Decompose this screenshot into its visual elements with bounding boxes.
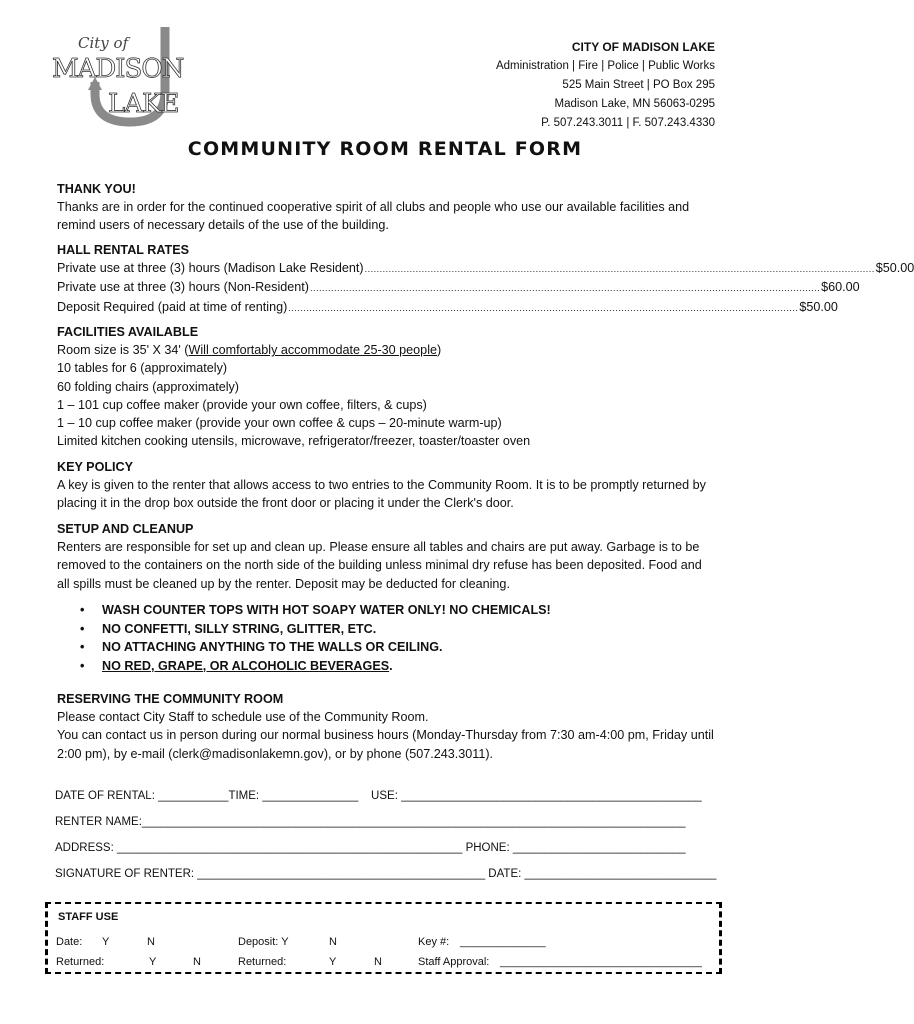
staff-returned-yes[interactable]: Y xyxy=(149,956,157,968)
renter-name-row xyxy=(55,816,687,828)
rate-label: Private use at three (3) hours (Non-Resident) xyxy=(57,280,309,295)
list-item xyxy=(80,620,700,639)
org-address-line2: Madison Lake, MN 56063-0295 xyxy=(554,98,715,110)
facilities-section xyxy=(57,323,717,450)
facilities-heading: FACILITIES AVAILABLE xyxy=(57,325,199,339)
reserving-section xyxy=(57,690,717,763)
rate-row xyxy=(57,278,860,297)
rules-list xyxy=(80,601,700,675)
city-logo xyxy=(50,22,200,127)
rate-amount: $50.00 xyxy=(799,299,838,314)
facility-item: 10 tables for 6 (approximately) xyxy=(57,361,228,376)
rate-label: Private use at three (3) hours (Madison Lake Resident) xyxy=(57,261,364,276)
staff-returned-label: Returned: xyxy=(56,956,105,968)
staff-returned-no[interactable]: N xyxy=(193,956,201,968)
bullet-icon: • xyxy=(80,603,85,617)
bullet-icon: • xyxy=(80,640,85,654)
org-name: CITY OF MADISON LAKE xyxy=(571,40,715,54)
setup-body: Renters are responsible for set up and clean up. Please ensure all tables and chairs are put away. Garbage is to be removed to the containers on the north side of the building unless minimal dry refuse has been deposited. Food and all spills must be cleaned up by the renter. Deposit may be deducted for cleaning. xyxy=(57,540,702,591)
rate-row xyxy=(57,259,914,278)
logo-line1: City of xyxy=(78,34,129,52)
logo-line2: MADISON xyxy=(52,54,184,84)
staff-deposit-returned-label: Returned: xyxy=(238,956,287,968)
staff-key-field[interactable]: ______________ xyxy=(460,936,546,948)
setup-section xyxy=(57,520,717,593)
renter-name-field[interactable]: _____________________________________________________________________________________ xyxy=(141,816,686,828)
rate-amount: $50.00 xyxy=(875,261,914,276)
org-phone-fax: P. 507.243.3011 | F. 507.243.4330 xyxy=(541,117,715,129)
rate-leader: .......................................................................................................................................................................... xyxy=(288,302,799,313)
room-size-end: ) xyxy=(437,343,442,358)
org-contact-block xyxy=(496,38,715,133)
key-policy-body: A key is given to the renter that allows access to two entries to the Community Room. It is to be promptly returned by placing it in the drop box outside the front door or placing it under the Clerk's door. xyxy=(57,478,706,511)
org-departments: Administration | Fire | Police | Public Works xyxy=(495,60,715,72)
bullet-icon: • xyxy=(80,658,85,673)
bullet-icon: • xyxy=(80,621,85,636)
signature-row xyxy=(55,868,717,880)
signature-field[interactable]: _____________________________________________ xyxy=(197,868,486,880)
reserving-line1: Please contact City Staff to schedule use of the Community Room. xyxy=(57,710,429,725)
form-title: COMMUNITY ROOM RENTAL FORM xyxy=(187,138,583,160)
time-field[interactable]: _______________ xyxy=(262,790,359,802)
thank-you-body: Thanks are in order for the continued cooperative spirit of all clubs and people who use our available facilities and remind users of necessary details of the use of the building. xyxy=(57,200,690,233)
setup-heading: SETUP AND CLEANUP xyxy=(57,522,194,536)
date-label: DATE OF RENTAL: xyxy=(55,790,155,802)
staff-date-label: Date: xyxy=(56,936,83,948)
staff-deposit-returned-yes[interactable]: Y xyxy=(329,956,337,968)
rate-row xyxy=(57,298,838,317)
key-policy-section xyxy=(57,458,717,513)
rates-section xyxy=(57,241,914,317)
staff-use-title: STAFF USE xyxy=(58,911,119,923)
rate-leader: .......................................................................................................................................................................... xyxy=(310,283,821,294)
use-field[interactable]: _______________________________________________ xyxy=(401,790,702,802)
facility-item: 1 – 101 cup coffee maker (provide your own coffee, filters, & cups) xyxy=(57,397,427,412)
rule-text: NO CONFETTI, SILLY STRING, GLITTER, ETC. xyxy=(102,621,377,636)
staff-deposit-no[interactable]: N xyxy=(329,936,337,948)
list-item xyxy=(80,638,700,657)
signature-date-field[interactable]: ______________________________ xyxy=(524,868,717,880)
date-field[interactable]: ___________ xyxy=(158,790,229,802)
phone-label: PHONE: xyxy=(465,842,510,854)
time-label: TIME: xyxy=(228,790,260,802)
rule-text: WASH COUNTER TOPS WITH HOT SOAPY WATER ONLY! NO CHEMICALS! xyxy=(102,603,551,617)
facility-item: 1 – 10 cup coffee maker (provide your own coffee & cups – 20-minute warm-up) xyxy=(57,416,502,431)
address-label: ADDRESS: xyxy=(55,842,114,854)
address-field[interactable]: ______________________________________________________ xyxy=(117,842,463,854)
room-capacity-text: Will comfortably accommodate 25-30 people xyxy=(188,343,437,358)
staff-deposit-label[interactable]: Deposit: Y xyxy=(238,936,289,948)
phone-field[interactable]: ___________________________ xyxy=(512,842,686,854)
list-item xyxy=(80,657,700,676)
rule-text: NO ATTACHING ANYTHING TO THE WALLS OR CEILING. xyxy=(102,640,443,654)
signature-label: SIGNATURE OF RENTER: xyxy=(55,868,195,880)
use-label: USE: xyxy=(371,790,398,802)
renter-name-label: RENTER NAME: xyxy=(55,816,142,828)
rate-leader: .......................................................................................................................................................................... xyxy=(364,264,875,275)
rate-amount: $60.00 xyxy=(821,280,860,295)
staff-approval-label: Staff Approval: xyxy=(418,956,490,968)
rate-label: Deposit Required (paid at time of renting) xyxy=(57,299,288,314)
list-item xyxy=(80,601,700,620)
staff-deposit-returned-no[interactable]: N xyxy=(374,956,382,968)
facility-item: 60 folding chairs (approximately) xyxy=(57,379,239,394)
reserving-heading: RESERVING THE COMMUNITY ROOM xyxy=(57,692,284,706)
logo-line3: LAKE xyxy=(108,89,179,119)
address-row xyxy=(55,842,687,854)
key-policy-heading: KEY POLICY xyxy=(57,460,134,474)
reserving-line2: You can contact us in person during our normal business hours (Monday-Thursday from 7:30 am-4:00 pm, Friday until 2:00 pm), by e-mail (clerk@madisonlakemn.gov), or by phone (507.243.3011). xyxy=(57,728,714,761)
rule-text: NO RED, GRAPE, OR ALCOHOLIC BEVERAGES xyxy=(102,658,390,673)
staff-approval-field[interactable]: _________________________________ xyxy=(500,956,702,968)
rates-heading: HALL RENTAL RATES xyxy=(57,243,189,257)
facility-item: Limited kitchen cooking utensils, microwave, refrigerator/freezer, toaster/toaster oven xyxy=(57,434,531,449)
staff-date-no[interactable]: N xyxy=(147,936,155,948)
room-size-text: Room size is 35' X 34' ( xyxy=(57,343,189,358)
rental-date-row xyxy=(55,790,702,802)
org-address-line1: 525 Main Street | PO Box 295 xyxy=(562,79,715,91)
staff-key-label: Key #: xyxy=(418,936,450,948)
rule-text-end: . xyxy=(389,658,393,673)
thank-you-heading: THANK YOU! xyxy=(57,182,136,196)
room-size-line xyxy=(57,341,717,359)
staff-date-yes[interactable]: Y xyxy=(102,936,110,948)
staff-use-box xyxy=(45,902,722,974)
signature-date-label: DATE: xyxy=(488,868,522,880)
thank-you-section xyxy=(57,180,717,235)
